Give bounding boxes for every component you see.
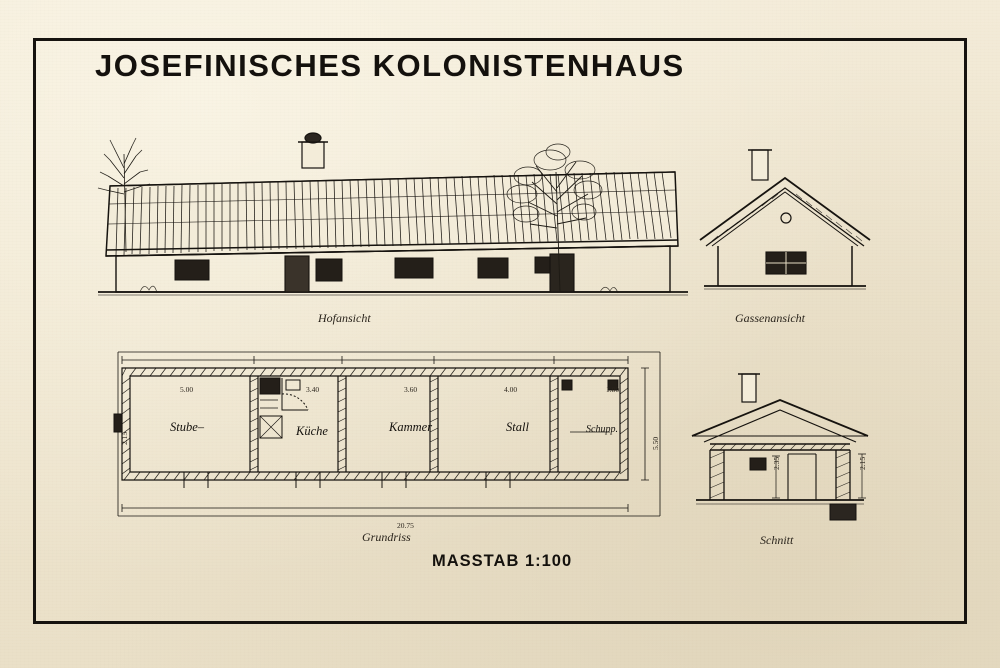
view-hofansicht <box>80 120 700 310</box>
room-label-stall: Stall <box>506 420 529 434</box>
room-label-stube: Stube– <box>170 420 205 434</box>
dim-top-3: 3.60 <box>404 385 418 394</box>
room-label-kueche: Küche <box>296 424 328 438</box>
dim-total-length: 20.75 <box>397 521 414 530</box>
room-label-kammer: Kammer <box>389 420 433 434</box>
dim-section-wall: 2.15 <box>858 456 867 470</box>
dim-top-2: 3.40 <box>306 385 320 394</box>
scale-note: MASSTAB 1:100 <box>432 552 573 570</box>
dim-top-4: 4.00 <box>504 385 518 394</box>
dim-left-small: 2.15 <box>120 431 129 445</box>
caption-schnitt: Schnitt <box>760 533 794 547</box>
dim-top-1: 5.00 <box>180 385 194 394</box>
caption-grundriss: Grundriss <box>362 530 411 544</box>
view-schnitt <box>680 370 890 530</box>
view-grundriss <box>100 340 680 540</box>
dim-section-height: 2.35 <box>772 456 781 470</box>
view-gassenansicht <box>690 140 880 310</box>
room-label-schuppen: Schupp. <box>586 424 618 435</box>
dim-depth-right: 5.50 <box>651 436 660 450</box>
dim-top-5: 1.80 <box>606 385 620 394</box>
page-title: JOSEFINISCHES KOLONISTENHAUS <box>95 48 685 83</box>
caption-gassenansicht: Gassenansicht <box>735 311 805 325</box>
caption-hofansicht: Hofansicht <box>318 311 371 325</box>
